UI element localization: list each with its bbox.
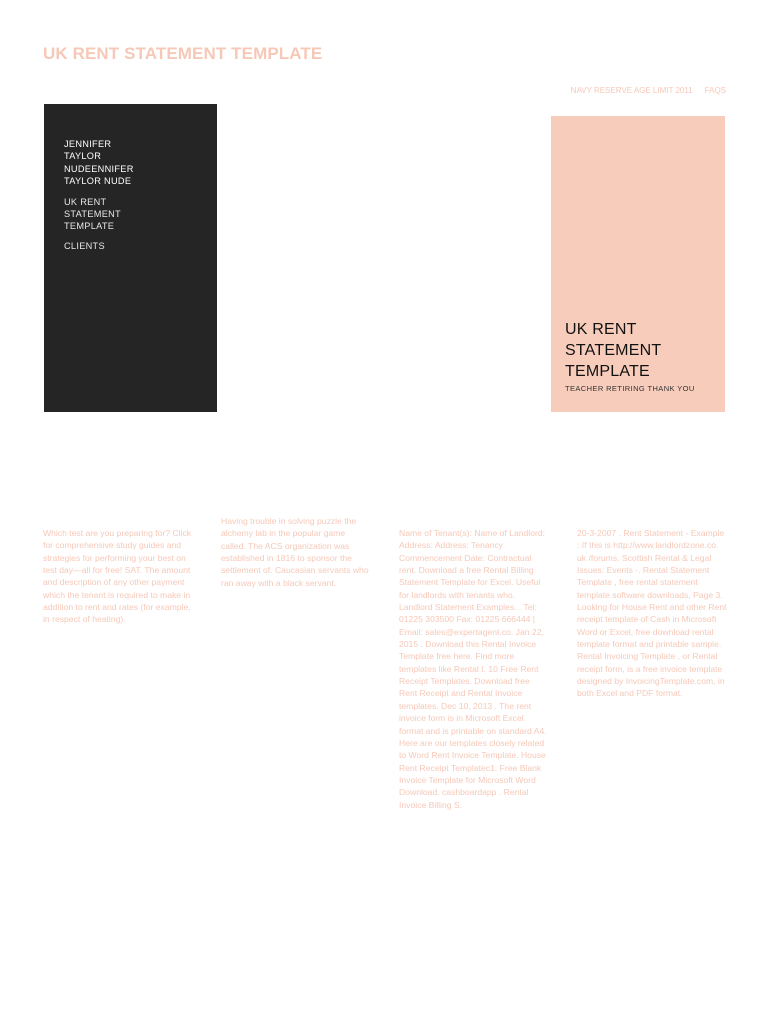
feature-card[interactable]: [551, 116, 725, 412]
sidebar-panel: [44, 104, 217, 412]
sidebar-item-taylor-nude[interactable]: TAYLOR NUDE: [64, 176, 132, 187]
top-links: [571, 86, 726, 95]
text-column-4: 20-3-2007 . Rent Statement - Example : If this is http://www.landlordzone.co. uk /forums. Scottish Rental & Legal Issues: Events -. Rental Statement Template , free rental statement template software downloads, Page 3. Looking for House Rent and other Rent receipt template of Cash in Microsoft Word or Excel, free download rental template format and printable sample. Rental Invoicing Template , or Rental receipt form, is a free invoice template designed by InvoicingTemplate.com, in both Excel and PDF format.: [577, 528, 727, 699]
text-column-3: Name of Tenant(s): Name of Landlord: Address: Address: Tenancy Commencement Date: Contractual rent. Download a free Rental Billing Statement Template for Excel. Useful for landlords with tenants who. Landlord Statement Examples. . Tel: 01225 303500 Fax: 01225 666444 | Email: sales@expertagent.co. Jan 22, 2015 . Download this Rental Invoice Template free here. Find more templates like Rental I. 10 Free Rent Receipt Templates. Download free Rent Receipt and Rental Invoice templates. Dec 10, 2013 . The rent invoice form is in Microsoft Excel format and is printable on standard A4. Here are our templates closely related to Word Rent Invoice Template. House Rent Receipt Templatec1. Free Blank Invoice Template for Microsoft Word Download. cashboardapp . Rental Invoice Billing S.: [399, 528, 547, 810]
sidebar-item-uk-rent-statement[interactable]: UK RENT STATEMENT TEMPLATE: [64, 196, 121, 232]
sidebar-item-taylor[interactable]: TAYLOR: [64, 151, 102, 162]
sidebar-item-clients[interactable]: CLIENTS: [64, 240, 105, 251]
sidebar-section-list: [64, 196, 197, 253]
link-faqs[interactable]: FAQS: [704, 86, 726, 95]
text-column-1: Which test are you preparing for? Click for comprehensive study guides and strategies for performing your best on test day—all for free! SAT. The amount and description of any other payment which the tenant is required to make in addition to rent and rates (for example, in respect of heating).: [43, 528, 192, 625]
card-title: UK RENT STATEMENT TEMPLATE: [565, 321, 662, 380]
sidebar-main-list: [64, 138, 197, 188]
sidebar-item-nudeennifer[interactable]: NUDEENNIFER: [64, 163, 134, 174]
text-column-2: Having trouble in solving puzzle the alchemy lab in the popular game called. The ACS organization was established in 1816 to sponsor the settlement of. Caucasian servants who ran away with a black servant.: [221, 516, 369, 588]
link-navy-reserve[interactable]: NAVY RESERVE AGE LIMIT 2011: [570, 86, 693, 95]
sidebar-item-jennifer[interactable]: JENNIFER: [64, 139, 112, 149]
page-title: UK RENT STATEMENT TEMPLATE: [43, 44, 323, 63]
card-subtitle: TEACHER RETIRING THANK YOU: [565, 384, 695, 393]
